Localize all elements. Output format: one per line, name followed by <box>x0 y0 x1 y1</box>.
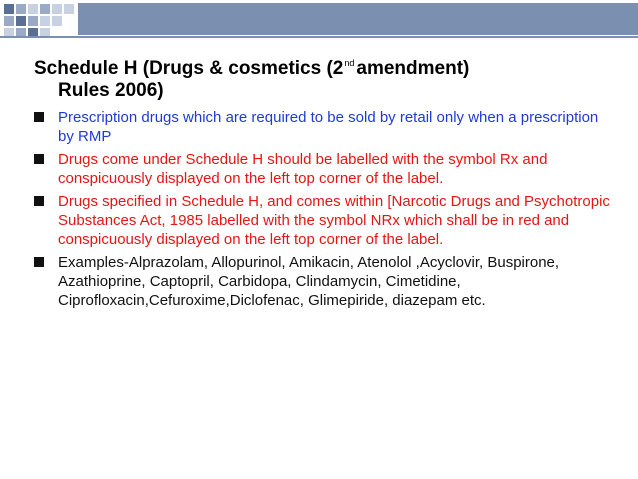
slide-content <box>34 52 614 314</box>
square-bullet-icon <box>34 112 44 122</box>
title-text-start: Schedule H (Drugs & cosmetics (2 <box>34 58 344 79</box>
decorative-header <box>0 0 638 40</box>
list-item <box>34 108 614 146</box>
square-bullet-icon <box>34 154 44 164</box>
bullet-list <box>34 108 614 310</box>
list-item-text: Prescription drugs which are required to be sold by retail only when a prescription by RMP <box>58 109 599 145</box>
square-bullet-icon <box>34 196 44 206</box>
pattern-square <box>4 16 14 26</box>
list-item-text: Drugs specified in Schedule H, and comes within [Narcotic Drugs and Psychotropic Substances Act, 1985 labelled with the symbol NRx which shall be in red and conspicuously displayed on the left top corner of the label. <box>58 193 610 248</box>
pattern-square <box>16 4 26 14</box>
pattern-square <box>4 4 14 14</box>
slide-title <box>34 52 614 102</box>
title-superscript: nd <box>344 58 355 68</box>
title-text-line2: Rules 2006) <box>58 80 164 101</box>
list-item <box>34 150 614 188</box>
title-text-end: amendment) <box>356 58 470 79</box>
pattern-square <box>16 16 26 26</box>
list-item <box>34 192 614 249</box>
pattern-square <box>28 16 38 26</box>
list-item <box>34 253 614 310</box>
pattern-square <box>40 4 50 14</box>
pattern-square <box>52 4 62 14</box>
pattern-square <box>64 4 74 14</box>
list-item-text: Drugs come under Schedule H should be labelled with the symbol Rx and conspicuously displayed on the left top corner of the label. <box>58 151 548 187</box>
pattern-square <box>28 4 38 14</box>
pattern-square <box>40 16 50 26</box>
square-bullet-icon <box>34 257 44 267</box>
header-band <box>78 3 638 35</box>
header-rule <box>0 36 638 38</box>
list-item-text: Examples-Alprazolam, Allopurinol, Amikacin, Atenolol ,Acyclovir, Buspirone, Azathioprine, Captopril, Carbidopa, Clindamycin, Cimetidine, Ciprofloxacin,Cefuroxime,Diclofenac, Glimepiride, diazepam etc. <box>58 254 560 309</box>
pattern-square <box>52 16 62 26</box>
